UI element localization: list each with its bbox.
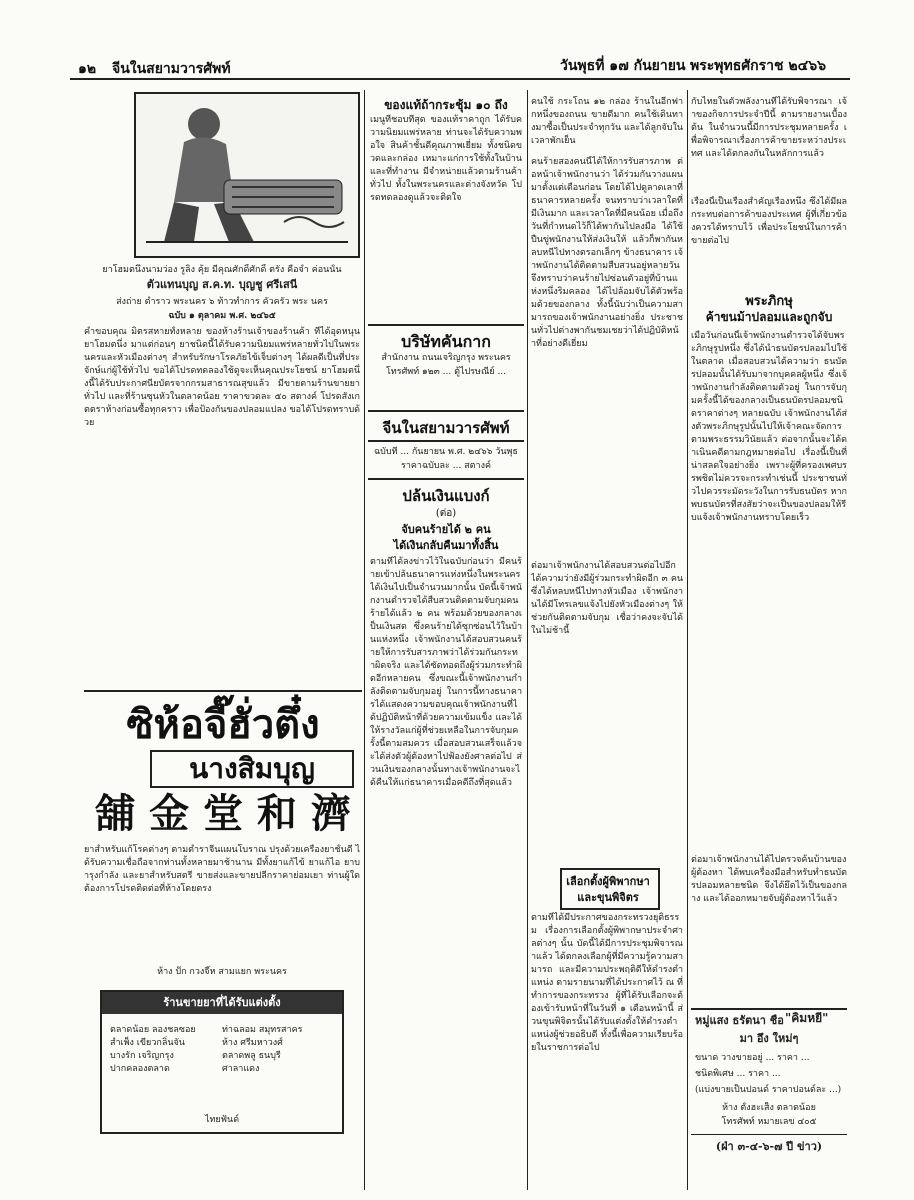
- issue-price: ราคาฉบับละ ... สตางค์: [401, 461, 491, 471]
- issue-year: พระพุทธศักราช ๒๔๖๖: [690, 58, 826, 74]
- article-text: คนใช้ กระโถน ๑๒ กล่อง ร้านในอีกฟากหนึ่งของถนน ขายดีมาก คนใช้เดินทางมาซื้อเป็นประจำทุกวัน และได้ลูกจับในเวลาพักเย็น: [531, 97, 683, 146]
- article-subtitle: ได้เงินกลับคืนมาทั้งสิ้น: [393, 539, 499, 552]
- issue-info: ฉบับที่ ... กันยายน พ.ศ. ๒๔๖๖ วันพุธ: [374, 447, 518, 457]
- notice-heading: หมู่แสง ธรัตนา ชื่อ: [695, 1014, 784, 1027]
- brand-body-text: ยาสำหรับแก้โรคต่างๆ ตามตำราจีนแผนโบราณ ปรุงด้วยเครื่องยาชั้นดี ได้รับความเชื่อถือจากท่านทั้งหลายมาช้านาน มีทั้งยาแก้ไข้ ยาแก้ไอ ยาบำรุงกำลัง และยาสำหรับสตรี ขายส่งและขายปลีกราคาย่อมเยา ท่านผู้ใดต้องการโปรดติดต่อที่ห้างโดยตรง: [84, 845, 360, 894]
- article-heading: และขุนพิจิตร: [577, 891, 639, 904]
- section-rule: [368, 410, 524, 412]
- product-ad-text: เมนูที่ชอบที่สุด ของแท้ราคาถูก ได้รับความนิยมแพร่หลาย ท่านจะได้รับความพอใจ สินค้าชั้นดีคุณภาพเยี่ยม ทั้งชนิดขวดและกล่อง เหมาะแก่การใช้ทั้งในบ้านและที่ทำงาน มีจำหน่ายแล้วตามร้านค้าทั่วไป ทั้งในพระนครและต่างจังหวัด โปรดทดลองดูแล้วจะติดใจ: [370, 115, 522, 203]
- agents-box-header: ร้านขายยาที่ได้รับแต่งตั้ง: [102, 992, 342, 1014]
- article-continued: (ต่อ): [435, 508, 457, 519]
- agent-item: บางรัก เจริญกรุง: [110, 1051, 174, 1061]
- ad-caption-address: ส่งถ่าย ตำราว พระนคร ๖ ท้าวทำการ คัวครัว พระ นคร: [116, 297, 328, 307]
- notice-line: ขนาด วางขายอยู่ ... ราคา ...: [695, 1053, 810, 1063]
- notice-line: โทรศัพท์ หมายเลข ๔๐๕: [721, 1117, 817, 1127]
- brand-signature: ห้าง ปั๊ก กวงจี๊ห สามแยก พระนคร: [157, 967, 287, 977]
- illustration-warrior-logo: [134, 92, 360, 258]
- agent-item: ตลาดน้อย ลองชลซอย: [110, 1025, 196, 1035]
- section-rule: [368, 324, 524, 326]
- paper-name: จีนในสยามวารศัพท์: [112, 61, 231, 77]
- section-rule: [368, 478, 524, 480]
- agent-item: ตลาดพลู ธนบุรี: [222, 1051, 281, 1061]
- article-title: ปล้นเงินแบงก์: [402, 487, 490, 505]
- brand-subheadline: นางสิมบุญ: [150, 750, 354, 788]
- notice-line: ชนิดพิเศษ ... ราคา ...: [695, 1069, 781, 1079]
- ad-caption-name: ตัวแทนบุญ ส.ค.ท. บุญชู ศรีเสนี: [146, 278, 298, 291]
- article-text: ตามที่ได้มีประกาศของกระทรวงยุติธรรม เรื่องการเลือกตั้งผู้พิพากษาประจำศาลต่างๆ นั้น บัดนี้ได้มีการประชุมพิจารณาแล้ว ได้ตกลงเลือกผู้ที่มีความรู้ความสามารถ และมีความประพฤติดีให้ดำรงตำแหน่ง ตามรายนามที่ได้ประกาศไว้ ณ ที่ทำการของกระทรวง ผู้ที่ได้รับเลือกจะต้องเข้ารับหน้าที่ในวันที่ ๑ เดือนหน้านี้ ส่วนขุนพิจิตรนั้นได้รับแต่งตั้งให้ดำรงตำแหน่งผู้ช่วยอธิบดี ทั้งนี้เพื่อความเรียบร้อยในราชการต่อไป: [531, 913, 683, 1053]
- footer-reference: (ฝ่า ๓-๔-๖-๗ ปี ข่าว): [715, 1140, 823, 1153]
- article-subtitle: จับคนร้ายได้ ๒ คน: [401, 523, 491, 536]
- notice-line: (แบ่งขายเป็นปอนด์ ราคาปอนด์ละ ...): [695, 1085, 842, 1095]
- article-heading: ค้าขนม้าปลอมและถูกจับ: [705, 310, 833, 324]
- column-divider: [687, 90, 688, 1190]
- ad-body-text: คำขอบคุณ มิตรสหายทั้งหลาย ของห้างร้านเจ้าของร้านค้า ที่ได้อุดหนุนยาโฮมตนึ่ง มาแต่ก่อนๆ ยาชนิดนี้ได้รับความนิยมแพร่หลายทั่วไปในพระนครและหัวเมืองต่างๆ สำหรับรักษาโรคภัยไข้เจ็บต่างๆ ได้ผลดีเป็นที่ประจักษ์แก่ผู้ใช้ทั่วไป ขอได้โปรดทดลองใช้ดูจะเห็นคุณประโยชน์ ยาโฮมตนึ่งนี้ได้รับประกาศนียบัตรจากกรมสาธารณสุขแล้ว มีขายตามร้านขายยาทั่วไป และที่ร้านซุนหัวในตลาดน้อย ราคาขวดละ ๕๐ สตางค์ โปรดสังเกตตราห้างก่อนซื้อทุกคราว เพื่อป้องกันของปลอมแปลง ขอได้โปรดทราบด้วย: [84, 327, 360, 428]
- article-text: คนร้ายสองคนนี้ได้ให้การรับสารภาพ ต่อหน้าเจ้าพนักงานว่า ได้ร่วมกันวางแผนมาตั้งแต่เดือนก่อน โดยได้ไปดูลาดเลาที่ธนาคารหลายครั้ง จนทราบว่าเวลาใดที่มีเงินมาก และเวลาใดที่มีคนน้อย เมื่อถึงวันที่กำหนดไว้ก็ได้พากันไปลงมือ ได้ใช้ปืนขู่พนักงานให้ส่งเงินให้ แล้วก็พากันหลบหนีไปทางตรอกเล็กๆ ข้างธนาคาร เจ้าพนักงานได้ติดตามสืบสวนอยู่หลายวัน จึงทราบว่าคนร้ายไปซ่อนตัวอยู่ที่บ้านแห่งหนึ่งริมคลอง ได้ไปล้อมจับได้ตัวพร้อมด้วยของกลาง ทั้งนี้นับว่าเป็นความสามารถของเจ้าพนักงานอย่างยิ่ง ประชาชนทั่วไปต่างพากันชมเชยว่าได้ปฏิบัติหน้าที่อย่างดีเยี่ยม: [531, 157, 683, 349]
- brand-chinese-name: 舖 金 堂 和 濟: [95, 790, 351, 837]
- ad-caption-date: ฉบับ ๑ ตุลาคม พ.ศ. ๒๔๖๕: [168, 311, 276, 321]
- ad-caption: ยาโฮมตนึ่งนามว่อง รูลิง คุ้ย มีคุณศักดิ์ศักดิ์ ตรัง คือจำ ค่อนนั้น: [102, 265, 342, 275]
- section-rule: [84, 690, 362, 692]
- notice-brand-name: "คิมหยี่": [785, 1012, 829, 1025]
- article-heading: พระภิกษุ: [745, 294, 793, 309]
- article-heading: เลือกตั้งผู้พิพากษา: [566, 875, 650, 888]
- issue-date: วันพุธที่ ๑๗ กันยายน: [560, 58, 686, 74]
- column-divider: [364, 90, 365, 1190]
- section-rule: [691, 1134, 847, 1135]
- column-divider: [527, 90, 528, 1190]
- agents-list-left: [110, 1024, 220, 1114]
- notice-subheading: มา อึ่ง ใหม่ๆ: [739, 1032, 799, 1045]
- article-text: เรื่องนี้เป็นเรื่องสำคัญเรื่องหนึ่ง ซึ่งได้มีผลกระทบต่อการค้าของประเทศ ผู้ที่เกี่ยวข้องควรได้ทราบไว้ เพื่อประโยชน์ในการค้าขายต่อไป: [691, 197, 847, 246]
- agent-item: ศาลาแดง: [222, 1064, 260, 1074]
- article-text: กับไทยในตัวพลังงานที่ได้รับพิจารณา เจ้าของกิจการประจำปีนี้ ตามรายงานเบื้องต้น ในจำนวนนี้มีการประชุมหลายครั้ง เพื่อพิจารณาเรื่องการค้าขายระหว่างประเทศ และได้ตกลงกันในหลักการแล้ว: [691, 97, 847, 159]
- article-text: เมื่อวันก่อนนี้เจ้าพนักงานตำรวจได้จับพระภิกษุรูปหนึ่ง ซึ่งได้นำธนบัตรปลอมไปใช้ในตลาด เมื่อสอบสวนได้ความว่า ธนบัตรปลอมนั้นได้รับมาจากบุคคลผู้หนึ่ง ซึ่งเจ้าพนักงานกำลังติดตามตัวอยู่ ในการจับกุมครั้งนี้ได้ของกลางเป็นธนบัตรปลอมชนิดราคาต่างๆ หลายฉบับ เจ้าพนักงานได้ส่งตัวพระภิกษุรูปนั้นไปให้เจ้าคณะจัดการตามพระธรรมวินัยแล้ว ต่อจากนั้นจะได้ดำเนินคดีตามกฎหมายต่อไป เรื่องนี้เป็นที่น่าสลดใจอย่างยิ่ง เพราะผู้ที่ครองเพศบรรพชิตไม่ควรจะกระทำเช่นนี้ ประชาชนทั่วไปควรระมัดระวังในการรับธนบัตร หากพบธนบัตรที่สงสัยว่าจะเป็นของปลอมให้รีบแจ้งเจ้าพนักงานทราบโดยเร็ว: [691, 331, 847, 523]
- header-rule: [70, 78, 850, 80]
- masthead-rule: [368, 440, 524, 442]
- section-heading: ของแท้ถ้ากระชุ้ม ๑๐ ถึง: [384, 98, 508, 112]
- brand-headline: ซิห้อจี๊ฮั่วตึ๋ง: [126, 701, 320, 748]
- agent-item: ปากคลองตลาด: [110, 1064, 170, 1074]
- article-text: ต่อมาเจ้าพนักงานได้ไปตรวจค้นบ้านของผู้ต้องหา ได้พบเครื่องมือสำหรับทำธนบัตรปลอมหลายชนิด จึงได้ยึดไว้เป็นของกลาง และได้ออกหมายจับผู้ต้องหาไว้แล้ว: [691, 855, 847, 904]
- agents-list-right: [222, 1024, 334, 1114]
- company-address: สำนักงาน ถนนเจริญกรุง พระนคร: [381, 353, 511, 363]
- notice-line: ห้าง ตั้งฮะเส็ง ตลาดน้อย: [722, 1103, 816, 1113]
- masthead: จีนในสยามวารศัพท์: [382, 419, 510, 437]
- section-rule: [691, 1008, 847, 1010]
- company-contact: โทรศัพท์ ๑๒๓ ... ตู้ไปรษณีย์ ...: [385, 367, 507, 377]
- article-body: ตามที่ได้ลงข่าวไว้ในฉบับก่อนว่า มีคนร้ายเข้าปล้นธนาคารแห่งหนึ่งในพระนคร ได้เงินไปเป็นจำนวนมากนั้น บัดนี้เจ้าพนักงานตำรวจได้สืบสวนติดตามจับกุมคนร้ายได้แล้ว ๒ คน พร้อมด้วยของกลางเป็นเงินสด ซึ่งคนร้ายได้ซุกซ่อนไว้ในบ้านแห่งหนึ่ง เจ้าพนักงานได้สอบสวนคนร้ายให้การรับสารภาพว่าได้ร่วมกันกระทำผิดจริง และได้ซัดทอดถึงผู้ร่วมกระทำผิดอีกหลายคน ซึ่งขณะนี้เจ้าพนักงานกำลังติดตามจับกุมอยู่ ในการนี้ทางธนาคารได้แสดงความขอบคุณเจ้าพนักงานที่ได้ปฏิบัติหน้าที่ด้วยความเข้มแข็ง และได้ให้รางวัลแก่ผู้ที่ช่วยเหลือในการจับกุมครั้งนี้ตามสมควร เมื่อสอบสวนเสร็จแล้วจะได้ส่งตัวผู้ต้องหาไปฟ้องยังศาลต่อไป ส่วนเงินของกลางนั้นทางเจ้าพนักงานจะได้คืนให้แก่ธนาคารเมื่อคดีถึงที่สุดแล้ว: [370, 557, 522, 788]
- page-number: ๑๒: [78, 61, 97, 77]
- agent-item: สำเพ็ง เขียวกลิ่นจัน: [110, 1038, 185, 1048]
- agent-item: ท่าฉลอม สมุทรสาคร: [222, 1025, 303, 1035]
- agents-box-footer: ไทยฟันด์: [204, 1115, 240, 1125]
- agent-item: ห้าง ศรีมหาวงศ์: [222, 1038, 283, 1048]
- article-text: ต่อมาเจ้าพนักงานได้สอบสวนต่อไปอีก ได้ความว่ายังมีผู้ร่วมกระทำผิดอีก ๓ คน ซึ่งได้หลบหนีไปทางหัวเมือง เจ้าพนักงานได้มีโทรเลขแจ้งไปยังหัวเมืองต่างๆ ให้ช่วยกันติดตามจับกุม เชื่อว่าคงจะจับได้ในไม่ช้านี้: [531, 561, 683, 636]
- company-name: บริษัทคันกาก: [401, 332, 491, 351]
